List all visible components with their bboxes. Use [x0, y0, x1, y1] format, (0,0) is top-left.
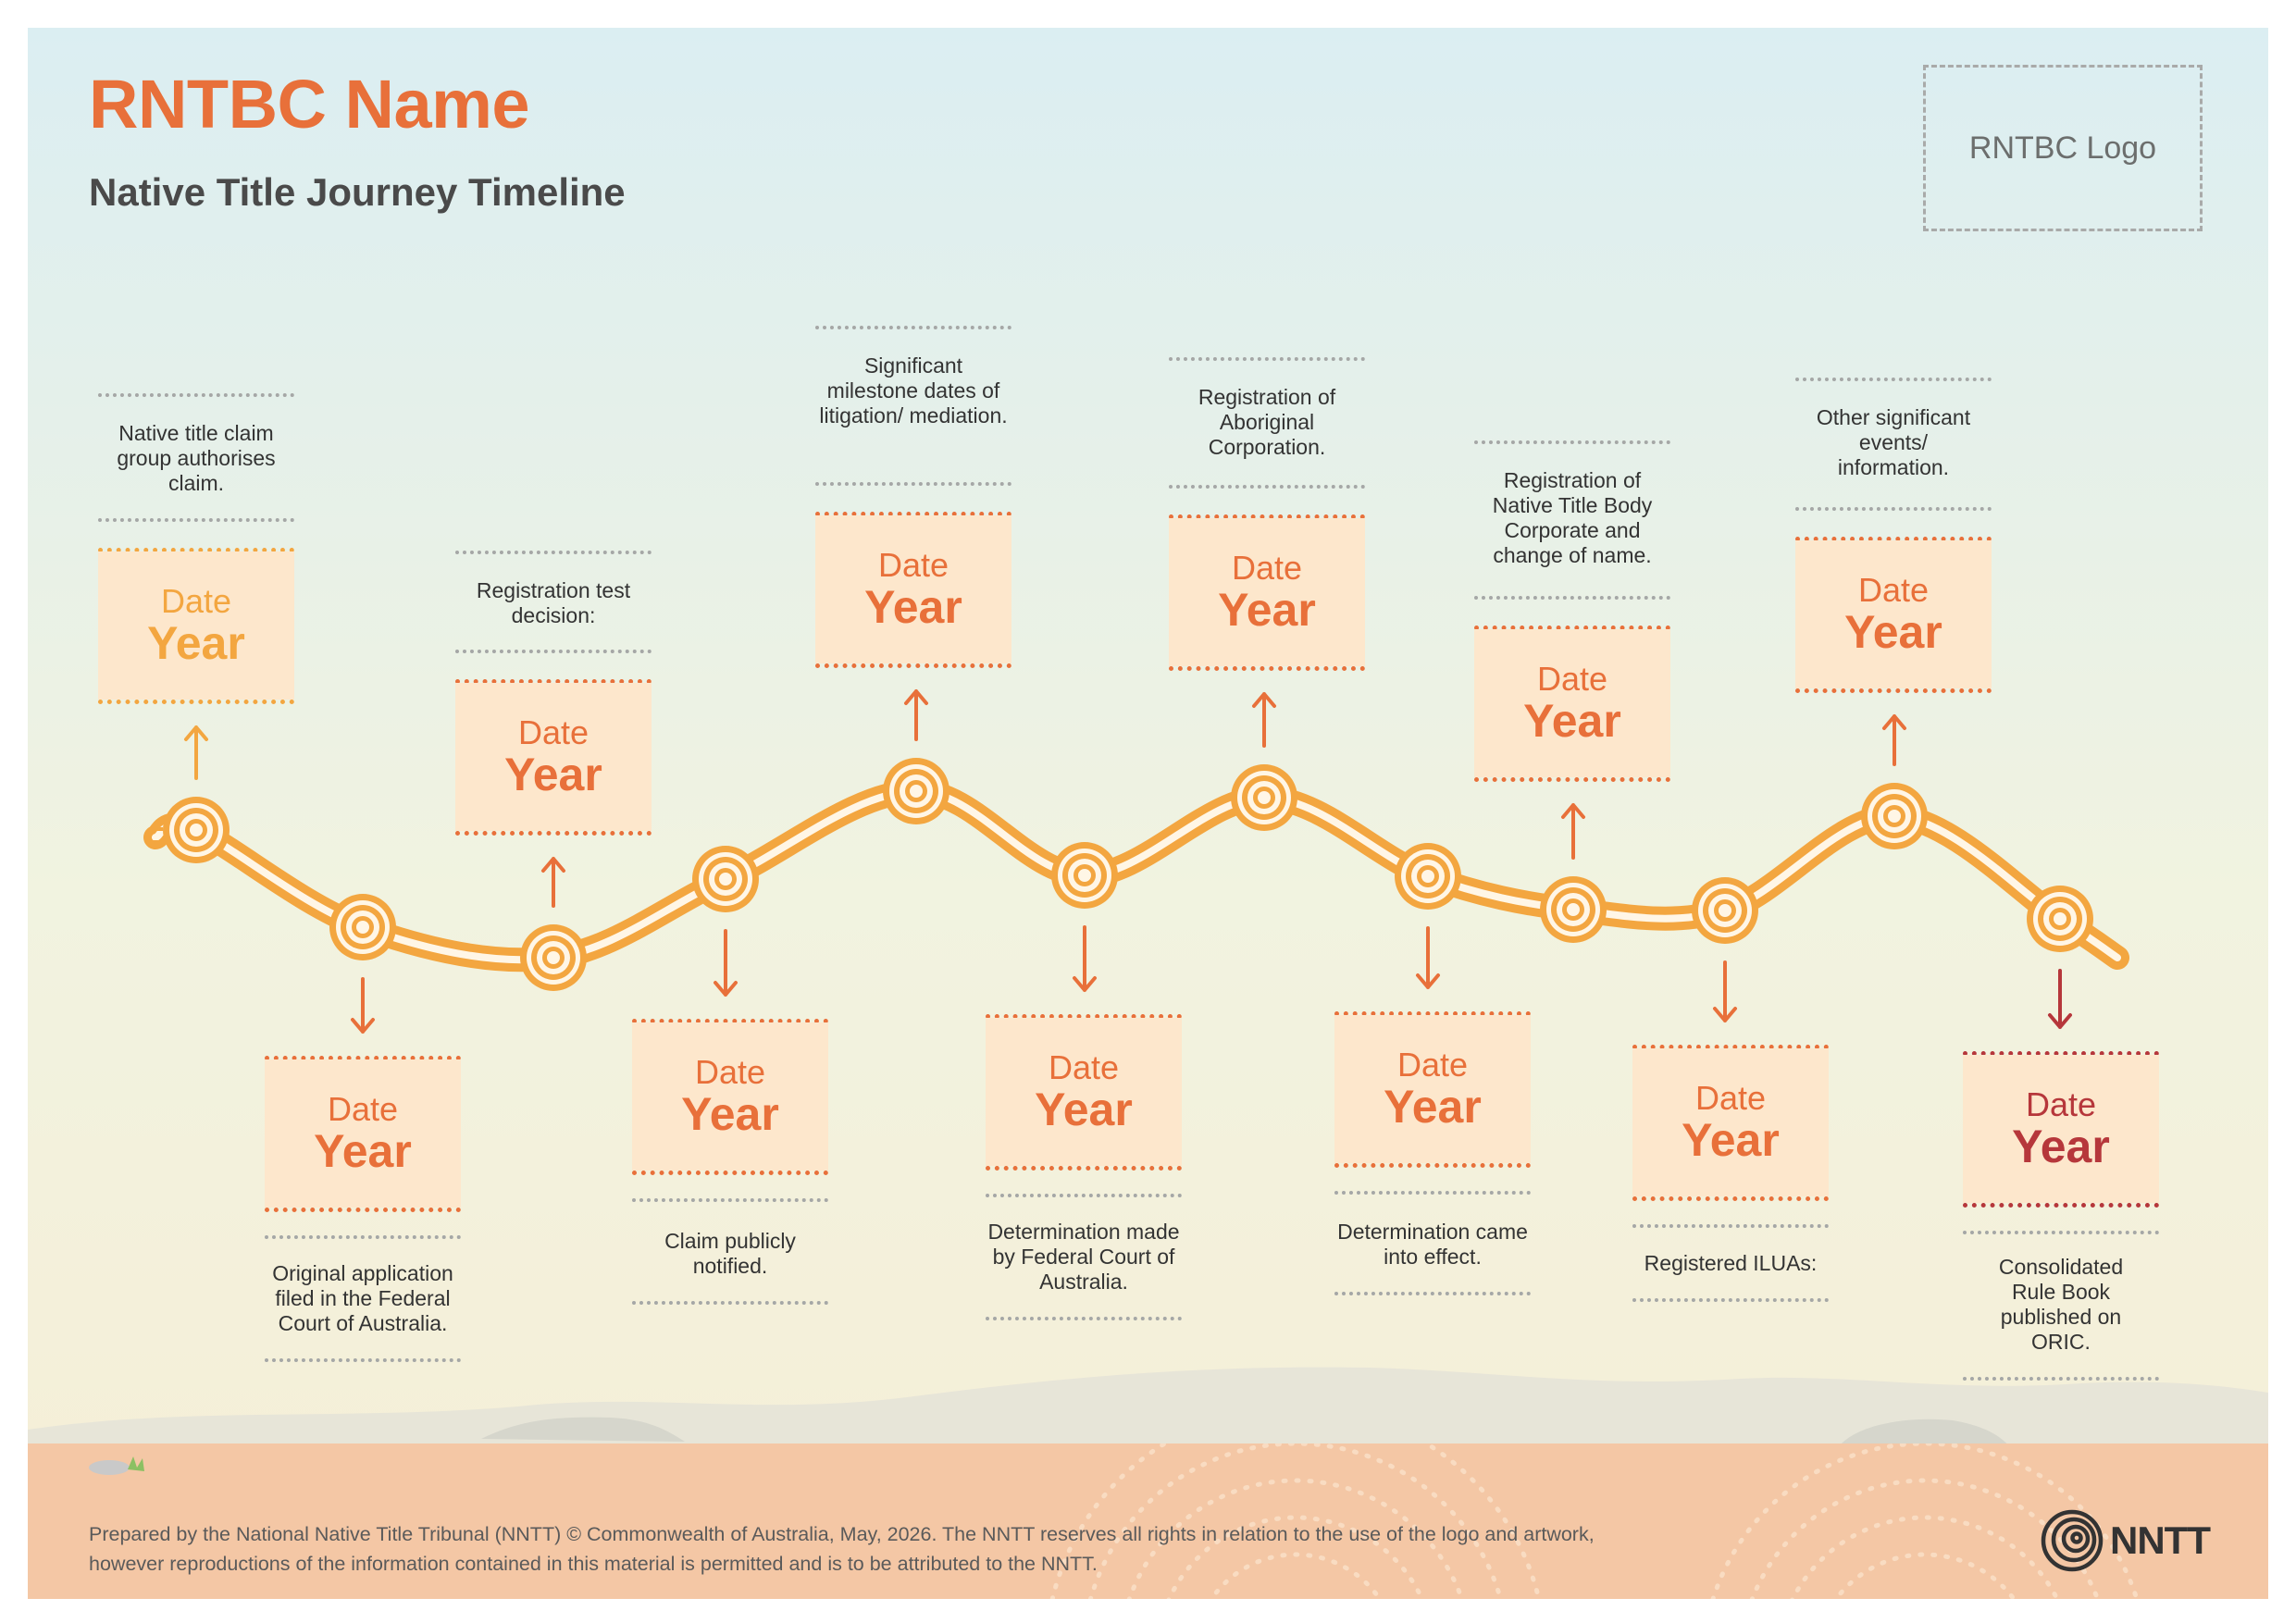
description-dotted-top-1: [98, 393, 294, 397]
event-card-6: [986, 1018, 1182, 1166]
event-year: Year: [1218, 583, 1316, 636]
event-year: Year: [1035, 1083, 1133, 1135]
event-card-2: [265, 1059, 461, 1208]
timeline-node-6: [1051, 842, 1118, 909]
description-dotted-bottom-10: [1632, 1298, 1829, 1302]
event-description-10: Registered ILUAs:: [1644, 1251, 1818, 1275]
event-year: Year: [147, 616, 245, 669]
event-description-7: Registration of Aboriginal Corporation.: [1198, 385, 1336, 459]
event-description-12: Consolidated Rule Book published on ORIC.: [1998, 1255, 2124, 1354]
event-description-1: Native title claim group authorises claim.: [117, 421, 276, 495]
event-date: Date: [517, 712, 590, 751]
event-date: Date: [1857, 570, 1930, 609]
nntt-logo-icon: [2040, 1508, 2104, 1573]
timeline-node-9: [1540, 876, 1607, 943]
description-dotted-bottom-11: [1795, 507, 1992, 511]
event-date: Date: [1536, 659, 1608, 698]
event-description-5: Significant milestone dates of litigation/ mediation.: [819, 353, 1008, 427]
card-dotted-bottom-5: [815, 663, 1011, 668]
event-card-4: [632, 1022, 828, 1171]
event-card-9: [1474, 629, 1670, 777]
subtitle-rest: Timeline: [457, 170, 626, 214]
event-card-7: [1169, 518, 1365, 666]
event-description-4: Claim publicly notified.: [664, 1229, 796, 1278]
timeline-node-8: [1395, 843, 1461, 910]
event-description-8: Determination came into effect.: [1337, 1220, 1528, 1269]
card-dotted-bottom-12: [1963, 1203, 2159, 1208]
card-dotted-bottom-10: [1632, 1196, 1829, 1201]
event-card-8: [1334, 1015, 1531, 1163]
event-date: Date: [877, 545, 949, 584]
description-dotted-bottom-3: [455, 650, 652, 653]
event-year: Year: [1682, 1113, 1780, 1166]
event-date: Date: [694, 1052, 766, 1091]
description-dotted-bottom-7: [1169, 485, 1365, 489]
description-dotted-bottom-5: [815, 482, 1011, 486]
description-dotted-top-4: [632, 1198, 828, 1202]
event-year: Year: [681, 1087, 779, 1140]
description-dotted-top-2: [265, 1235, 461, 1239]
description-dotted-bottom-1: [98, 518, 294, 522]
description-dotted-top-8: [1334, 1191, 1531, 1195]
event-description-3: Registration test decision:: [476, 578, 631, 627]
event-card-1: [98, 551, 294, 700]
event-year: Year: [314, 1124, 412, 1177]
event-description-11: Other significant events/ information.: [1816, 405, 1971, 479]
timeline-node-4: [692, 846, 759, 912]
event-description-9: Registration of Native Title Body Corporate and change of name.: [1492, 468, 1653, 567]
event-card-3: [455, 683, 652, 831]
event-year: Year: [1523, 694, 1621, 747]
event-card-11: [1795, 540, 1992, 688]
event-date: Date: [1694, 1078, 1767, 1117]
page-title: RNTBC Name: [89, 66, 530, 142]
event-date: Date: [160, 581, 232, 620]
event-year: Year: [2012, 1120, 2110, 1172]
event-year: Year: [1844, 605, 1942, 658]
description-dotted-top-11: [1795, 378, 1992, 381]
description-dotted-top-5: [815, 326, 1011, 329]
event-year: Year: [864, 580, 962, 633]
timeline-node-2: [329, 894, 396, 960]
card-dotted-bottom-11: [1795, 688, 1992, 693]
description-dotted-bottom-9: [1474, 596, 1670, 600]
rntbc-logo-placeholder: RNTBC Logo: [1923, 65, 2203, 231]
nntt-logo: [2040, 1508, 2210, 1573]
event-description-2: Original application filed in the Federal Court of Australia.: [272, 1261, 453, 1335]
description-dotted-top-10: [1632, 1224, 1829, 1228]
event-date: Date: [1231, 548, 1303, 587]
timeline-node-12: [2027, 886, 2093, 952]
card-dotted-bottom-4: [632, 1171, 828, 1175]
description-dotted-bottom-6: [986, 1317, 1182, 1320]
description-dotted-bottom-12: [1963, 1377, 2159, 1381]
description-dotted-bottom-8: [1334, 1292, 1531, 1295]
card-dotted-bottom-1: [98, 700, 294, 704]
description-dotted-bottom-2: [265, 1358, 461, 1362]
card-dotted-bottom-8: [1334, 1163, 1531, 1168]
page-subtitle: [89, 170, 626, 215]
event-date: Date: [1048, 1047, 1120, 1086]
description-dotted-top-12: [1963, 1231, 2159, 1234]
timeline-node-1: [163, 797, 230, 863]
event-card-5: [815, 515, 1011, 663]
description-dotted-bottom-4: [632, 1301, 828, 1305]
timeline-node-7: [1231, 764, 1297, 831]
event-date: Date: [1396, 1045, 1469, 1084]
description-dotted-top-7: [1169, 357, 1365, 361]
nntt-logo-text: NNTT: [2110, 1518, 2210, 1562]
timeline-node-3: [520, 924, 587, 991]
card-dotted-bottom-6: [986, 1166, 1182, 1171]
event-card-10: [1632, 1048, 1829, 1196]
description-dotted-top-3: [455, 551, 652, 554]
card-dotted-bottom-2: [265, 1208, 461, 1212]
description-dotted-top-6: [986, 1194, 1182, 1197]
event-description-6: Determination made by Federal Court of Australia.: [987, 1220, 1180, 1294]
event-year: Year: [1384, 1080, 1482, 1133]
timeline-node-10: [1692, 877, 1758, 944]
card-dotted-bottom-3: [455, 831, 652, 836]
timeline-node-11: [1861, 783, 1928, 849]
event-year: Year: [504, 748, 602, 800]
description-dotted-top-9: [1474, 440, 1670, 444]
card-dotted-bottom-7: [1169, 666, 1365, 671]
event-date: Date: [327, 1089, 399, 1128]
subtitle-bold: Native Title Journey: [89, 170, 458, 214]
event-date: Date: [2025, 1084, 2097, 1123]
timeline-node-5: [883, 758, 949, 824]
footer-copyright: Prepared by the National Native Title Tribunal (NNTT) © Commonwealth of Australia, May, 2026. The NNTT reserves all rights in relation to the use of the logo and artwork, however reproductions of the information contained in this material is permitted and is to be attributed to the NNTT.: [89, 1523, 1595, 1575]
card-dotted-bottom-9: [1474, 777, 1670, 782]
event-card-12: [1963, 1055, 2159, 1203]
